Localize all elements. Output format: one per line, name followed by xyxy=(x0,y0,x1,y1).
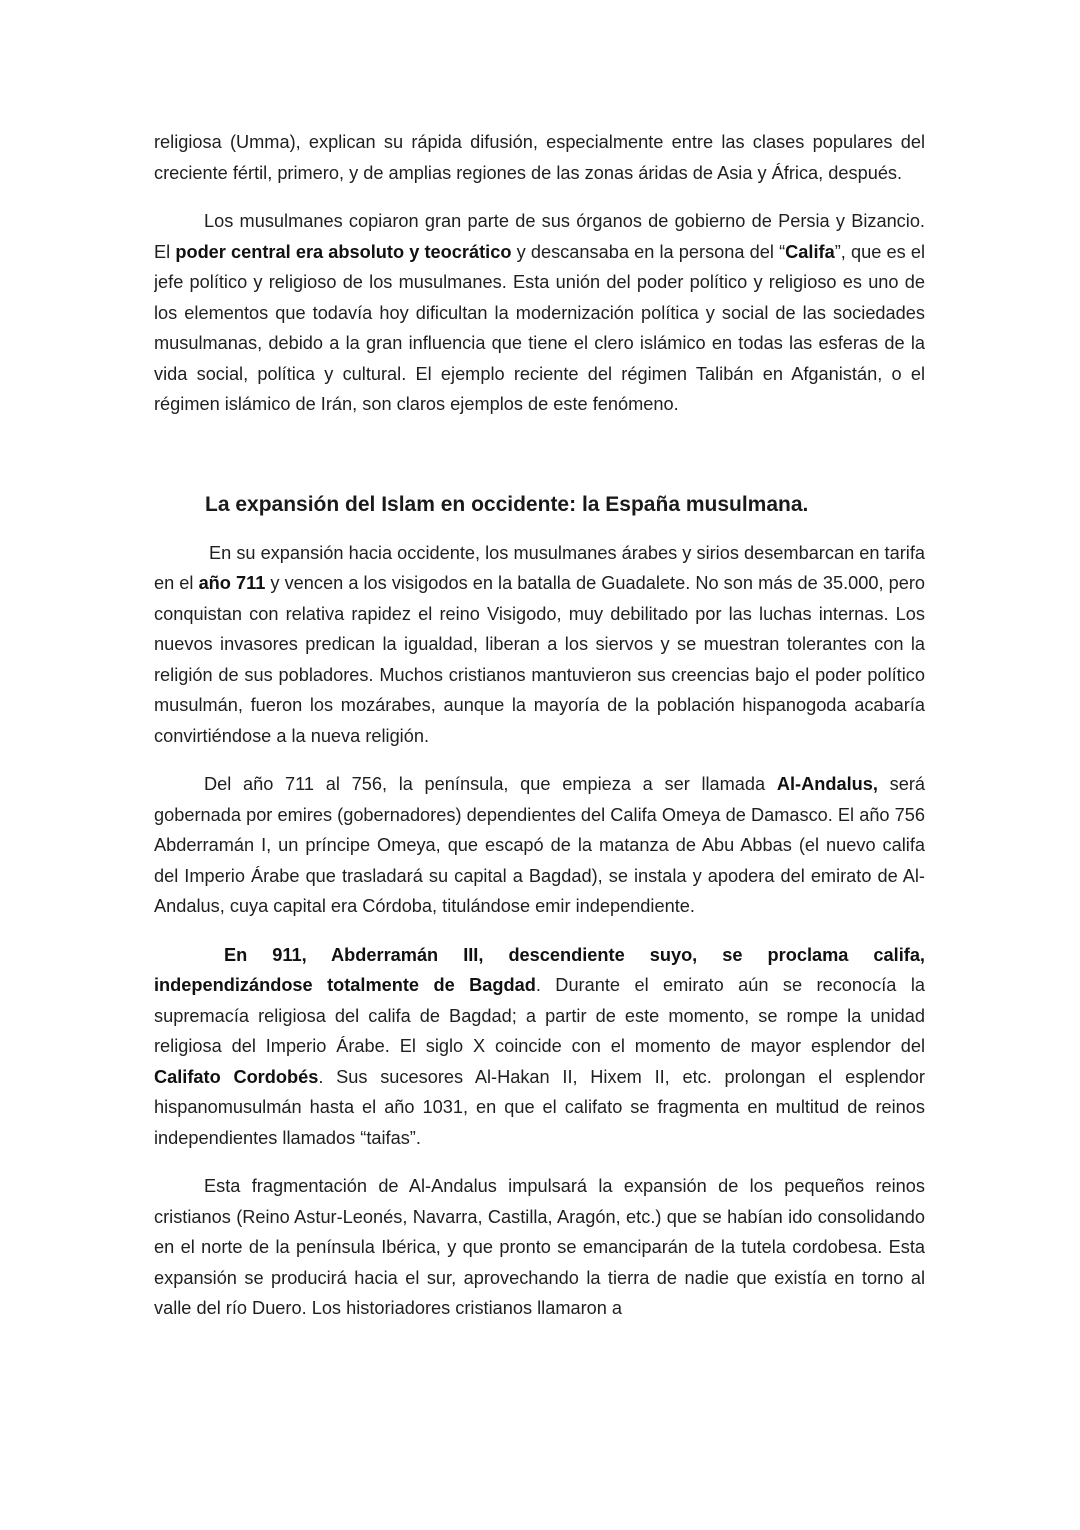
paragraph-al-andalus xyxy=(154,769,925,922)
bold-text: año 711 xyxy=(198,573,266,593)
paragraph-text: Los musulmanes copiaron gran parte de sus órganos de gobierno de Persia y Bizancio. El xyxy=(154,211,925,262)
document-page xyxy=(154,127,925,1527)
bold-text: Califato Cordobés xyxy=(154,1066,319,1087)
paragraph-text: será gobernada por emires (gobernadores) dependientes del Califa Omeya de Damasco. El año 756 Abderramán I, un príncipe Omeya, que escapó de la matanza de Abu Abbas (el nuevo califa del Imperio Árabe que trasladará su capital a Bagdad), se instala y apodera del emirato de Al-Andalus, cuya capital era Córdoba, titulándose emir independiente. xyxy=(154,774,925,916)
paragraph-califato xyxy=(154,940,925,1154)
section-heading: La expansión del Islam en occidente: la España musulmana. xyxy=(205,492,809,516)
paragraph-text: . Sus sucesores Al-Hakan II, Hixem II, etc. prolongan el esplendor hispanomusulmán hasta el año 1031, en que el califato se fragmenta en multitud de reinos independientes llamados “taifas”. xyxy=(154,1066,925,1148)
paragraph-fragmentation xyxy=(154,1171,925,1324)
paragraph-text: y descansaba en la persona del “ xyxy=(511,241,786,262)
paragraph-text: Del año 711 al 756, la península, que empieza a ser llamada xyxy=(204,774,777,794)
paragraph-text: y vencen a los visigodos en la batalla de Guadalete. No son más de 35.000, pero conquistan con relativa rapidez el reino Visigodo, muy debilitado por las luchas internas. Los nuevos invasores predican la igualdad, liberan a los siervos y se muestran tolerantes con la religión de sus pobladores. Muchos cristianos mantuvieron sus creencias bajo el poder político musulmán, fueron los mozárabes, aunque la mayoría de la población hispanogoda acabaría convirtiéndose a la nueva religión. xyxy=(154,573,925,746)
paragraph-text: religiosa (Umma), explican su rápida difusión, especialmente entre las clases populares del creciente fértil, primero, y de amplias regiones de las zonas áridas de Asia y África, después. xyxy=(154,132,925,183)
paragraph-text: Esta fragmentación de Al-Andalus impulsará la expansión de los pequeños reinos cristianos (Reino Astur-Leonés, Navarra, Castilla, Aragón, etc.) que se habían ido consolidando en el norte de la península Ibérica, y que pronto se emanciparán de la tutela cordobesa. Esta expansión se producirá hacia el sur, aprovechando la tierra de nadie que existía en torno al valle del río Duero. Los historiadores cristianos llamaron a xyxy=(154,1176,925,1318)
bold-text: Califa xyxy=(785,241,835,262)
paragraph-expansion xyxy=(154,538,925,752)
paragraph-government xyxy=(154,206,925,420)
paragraph-text: . Durante el emirato aún se reconocía la supremacía religiosa del califa de Bagdad; a partir de este momento, se rompe la unidad religiosa del Imperio Árabe. El siglo X coincide con el momento de mayor esplendor del xyxy=(154,975,925,1056)
paragraph-text: En su expansión hacia occidente, los musulmanes árabes y sirios desembarcan en tarifa en el xyxy=(154,542,925,593)
bold-text: Al-Andalus, xyxy=(776,774,878,794)
bold-text: En 911, Abderramán III, descendiente suyo, se proclama califa, independizándose totalmente de Bagdad xyxy=(154,944,925,995)
paragraph-umma xyxy=(154,127,925,188)
paragraph-text: ”, que es el jefe político y religioso de los musulmanes. Esta unión del poder político y religioso es uno de los elementos que todavía hoy dificultan la modernización política y social de las sociedades musulmanas, debido a la gran influencia que tiene el clero islámico en todas las esferas de la vida social, política y cultural. El ejemplo reciente del régimen Talibán en Afganistán, o el régimen islámico de Irán, son claros ejemplos de este fenómeno. xyxy=(154,241,925,414)
bold-text: poder central era absoluto y teocrático xyxy=(175,241,512,262)
